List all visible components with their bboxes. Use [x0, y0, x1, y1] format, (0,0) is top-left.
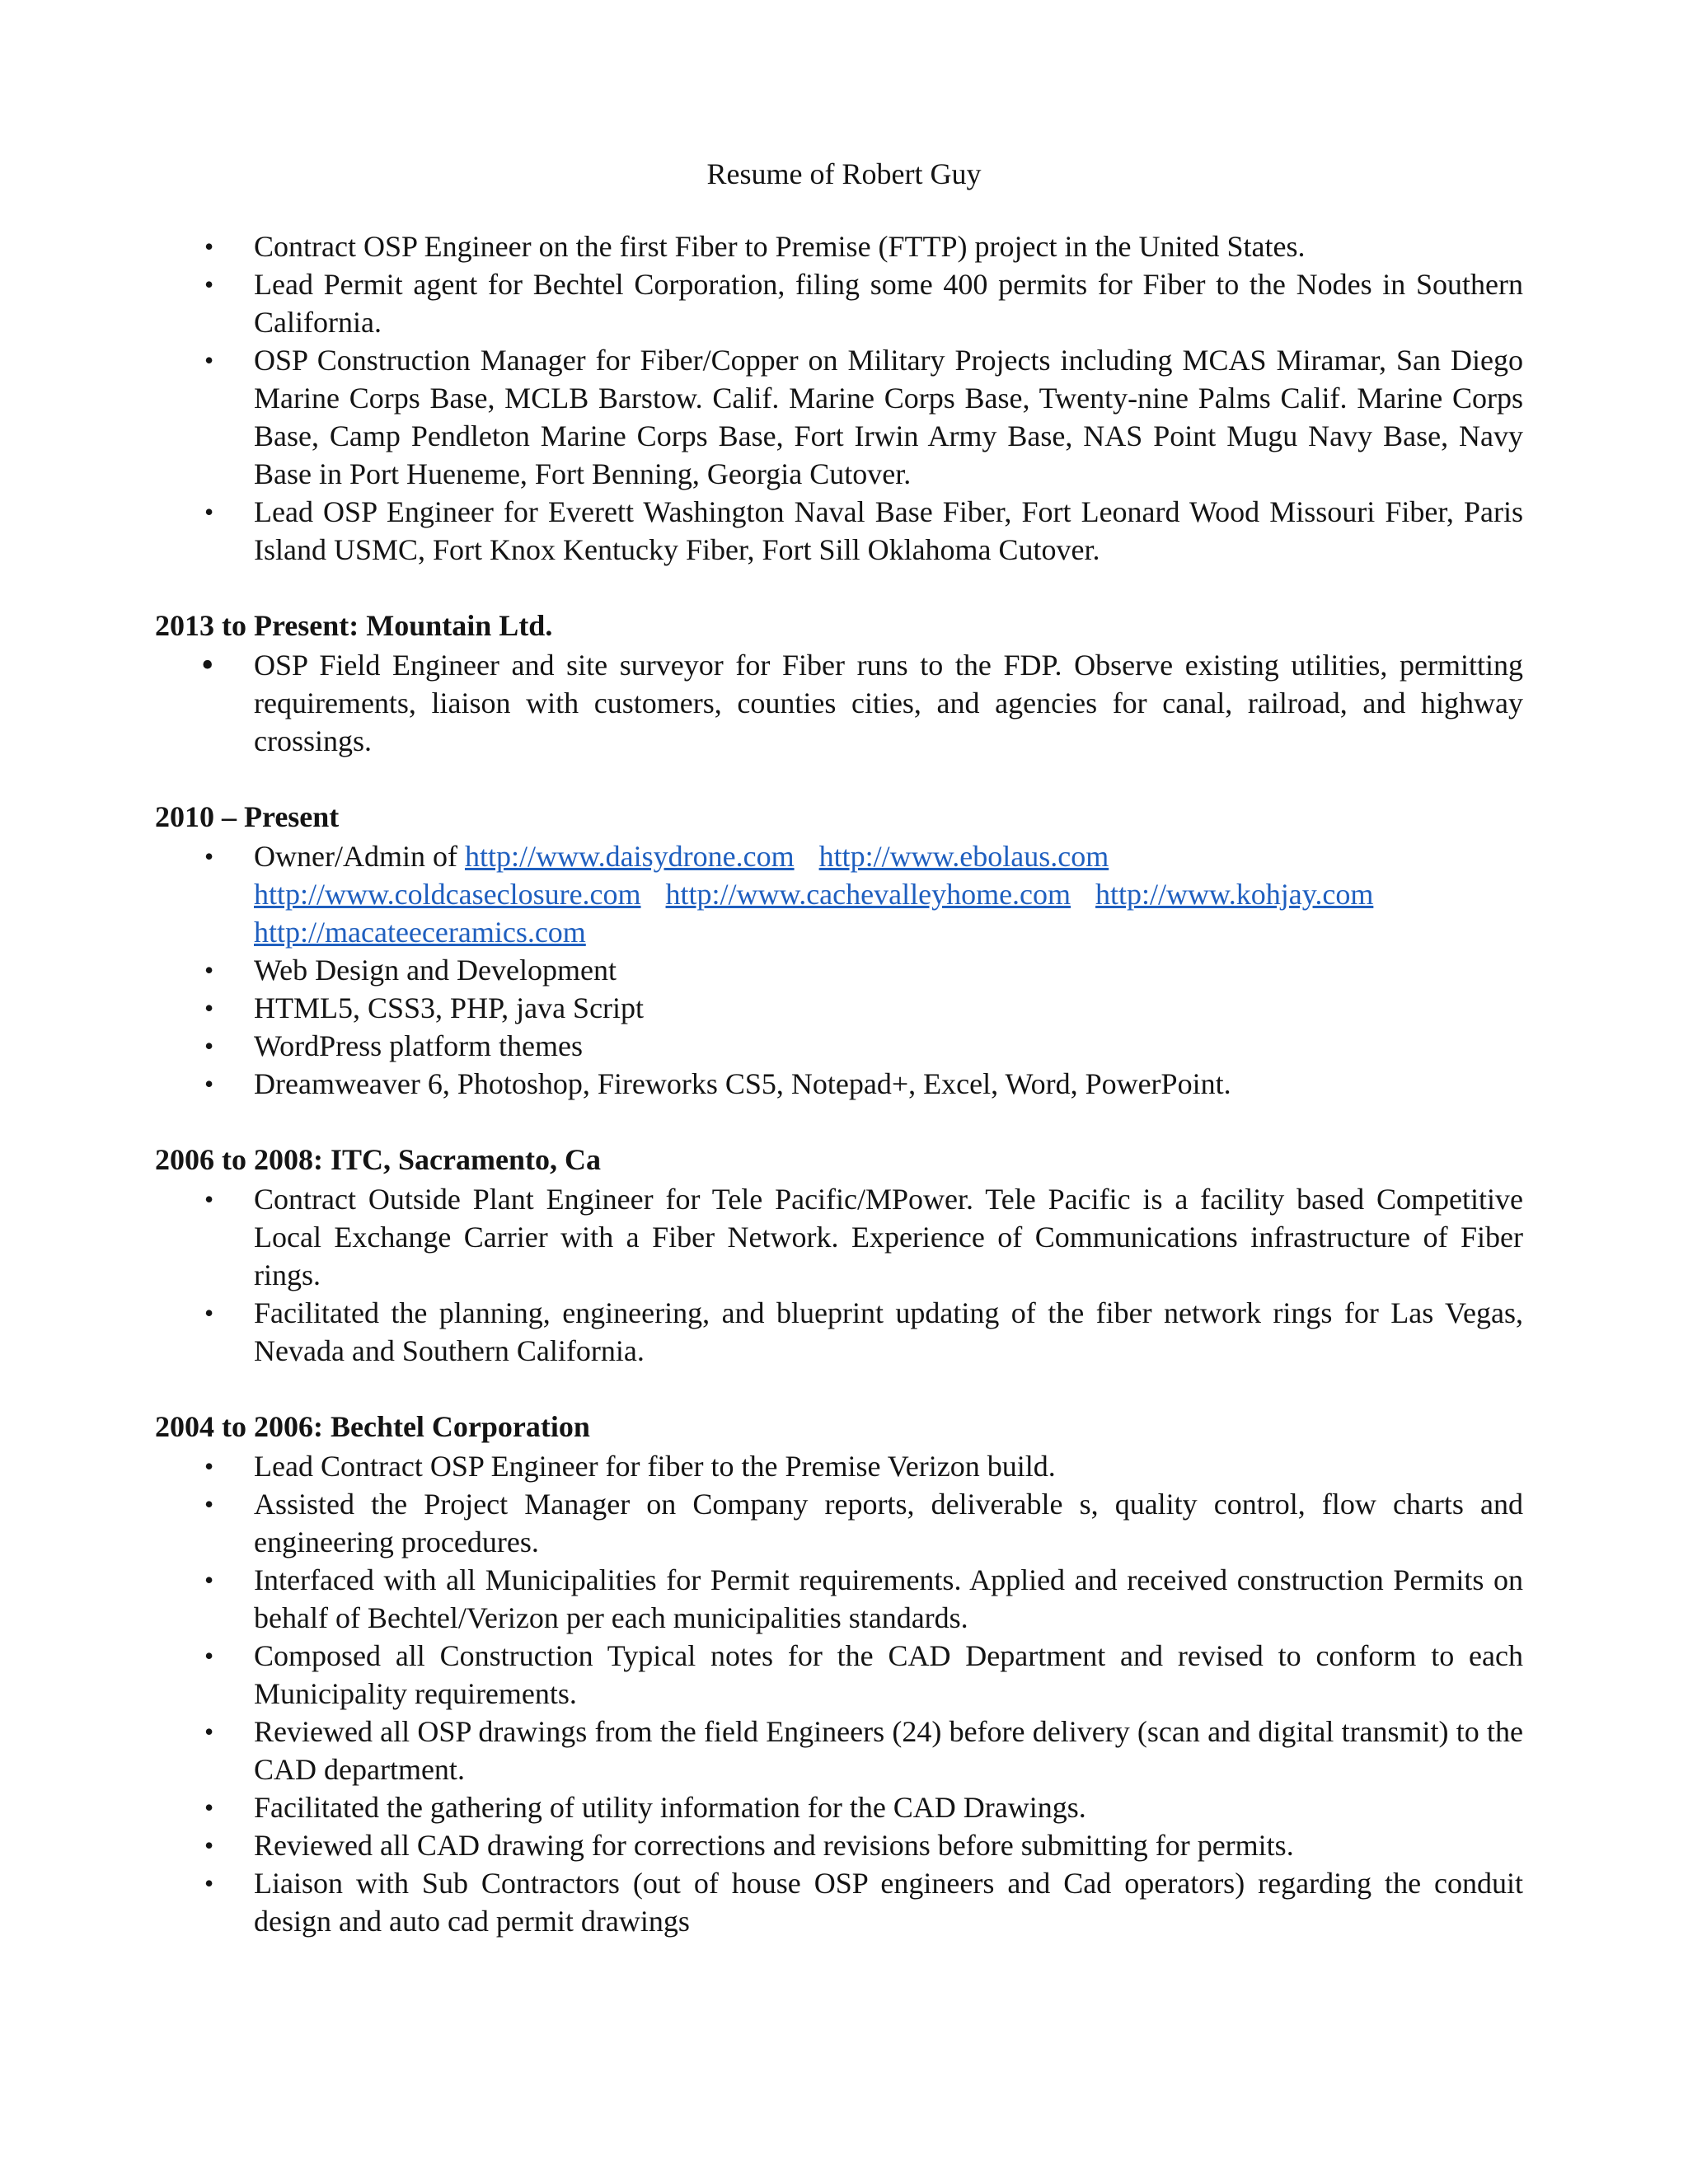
bechtel-item-7: • Reviewed all CAD drawing for corrections and revisions before submitting for permits. — [155, 1826, 1523, 1864]
itc-list — [155, 1180, 1523, 1370]
present-2010-item-4: • Dreamweaver 6, Photoshop, Fireworks CS5, Notepad+, Excel, Word, PowerPoint. — [155, 1065, 1523, 1103]
link-ebolaus[interactable]: http://www.ebolaus.com — [818, 840, 1109, 873]
bechtel-item-3: • Interfaced with all Municipalities for Permit requirements. Applied and received construction Permits on behalf of Bechtel/Verizon per each municipalities standards. — [155, 1561, 1523, 1637]
link-macateeceramics[interactable]: http://macateeceramics.com — [254, 916, 586, 949]
bechtel-heading: 2004 to 2006: Bechtel Corporation — [155, 1410, 590, 1443]
present-2010-item-1: • Web Design and Development — [155, 951, 1523, 989]
present-2010-item-2: • HTML5, CSS3, PHP, java Script — [155, 989, 1523, 1027]
present-2010-heading: 2010 – Present — [155, 800, 340, 833]
intro-item-2: • Lead Permit agent for Bechtel Corporation, filing some 400 permits for Fiber to the Nodes in Southern California. — [155, 265, 1523, 341]
link-daisydrone[interactable]: http://www.daisydrone.com — [464, 840, 795, 873]
itc-section — [155, 1141, 1523, 1370]
present-2010-item-3: • WordPress platform themes — [155, 1027, 1523, 1065]
bechtel-item-4: • Composed all Construction Typical notes for the CAD Department and revised to conform to each Municipality requirements. — [155, 1637, 1523, 1713]
present-2010-section — [155, 798, 1523, 1103]
resume-body — [155, 227, 1523, 1978]
link-coldcaseclosure[interactable]: http://www.coldcaseclosure.com — [254, 878, 641, 911]
mountain-section — [155, 607, 1523, 760]
bechtel-item-1: • Lead Contract OSP Engineer for fiber to the Premise Verizon build. — [155, 1447, 1523, 1485]
bechtel-item-2: • Assisted the Project Manager on Company reports, deliverable s, quality control, flow charts and engineering procedures. — [155, 1485, 1523, 1561]
bechtel-list — [155, 1447, 1523, 1940]
bechtel-section — [155, 1408, 1523, 1940]
itc-item-2: • Facilitated the planning, engineering, and blueprint updating of the fiber network rings for Las Vegas, Nevada and Southern California. — [155, 1294, 1523, 1370]
mountain-item-1: • OSP Field Engineer and site surveyor for Fiber runs to the FDP. Observe existing utilities, permitting requirements, liaison with customers, counties cities, and agencies for canal, railroad, and highway crossings. — [155, 646, 1523, 760]
intro-section — [155, 227, 1523, 569]
mountain-list — [155, 646, 1523, 760]
intro-list — [155, 227, 1523, 569]
owner-admin-label: Owner/Admin of — [254, 840, 465, 873]
link-cachevalleyhome[interactable]: http://www.cachevalleyhome.com — [665, 878, 1071, 911]
intro-item-4: • Lead OSP Engineer for Everett Washington Naval Base Fiber, Fort Leonard Wood Missouri Fiber, Paris Island USMC, Fort Knox Kentucky Fiber, Fort Sill Oklahoma Cutover. — [155, 493, 1523, 569]
resume-title: Resume of Robert Guy — [706, 157, 982, 190]
intro-item-1: • Contract OSP Engineer on the first Fiber to Premise (FTTP) project in the United States. — [155, 227, 1523, 265]
mountain-heading: 2013 to Present: Mountain Ltd. — [155, 609, 553, 642]
owner-admin-item — [155, 837, 1523, 951]
bechtel-item-6: • Facilitated the gathering of utility information for the CAD Drawings. — [155, 1788, 1523, 1826]
intro-item-3: • OSP Construction Manager for Fiber/Copper on Military Projects including MCAS Miramar, San Diego Marine Corps Base, MCLB Barstow. Calif. Marine Corps Base, Twenty-nine Palms Calif. Marine Corps Base, Camp Pendleton Marine Corps Base, Fort Irwin Army Base, NAS Point Mugu Navy Base, Navy Base in Port Hueneme, Fort Benning, Georgia Cutover. — [155, 341, 1523, 493]
bechtel-item-5: • Reviewed all OSP drawings from the field Engineers (24) before delivery (scan and digital transmit) to the CAD department. — [155, 1713, 1523, 1788]
bechtel-item-8: • Liaison with Sub Contractors (out of house OSP engineers and Cad operators) regarding the conduit design and auto cad permit drawings — [155, 1864, 1523, 1940]
itc-heading: 2006 to 2008: ITC, Sacramento, Ca — [155, 1143, 601, 1176]
present-2010-list — [155, 837, 1523, 1103]
itc-item-1: • Contract Outside Plant Engineer for Tele Pacific/MPower. Tele Pacific is a facility based Competitive Local Exchange Carrier with a Fiber Network. Experience of Communications infrastructure of Fiber rings. — [155, 1180, 1523, 1294]
link-kohjay[interactable]: http://www.kohjay.com — [1095, 878, 1374, 911]
